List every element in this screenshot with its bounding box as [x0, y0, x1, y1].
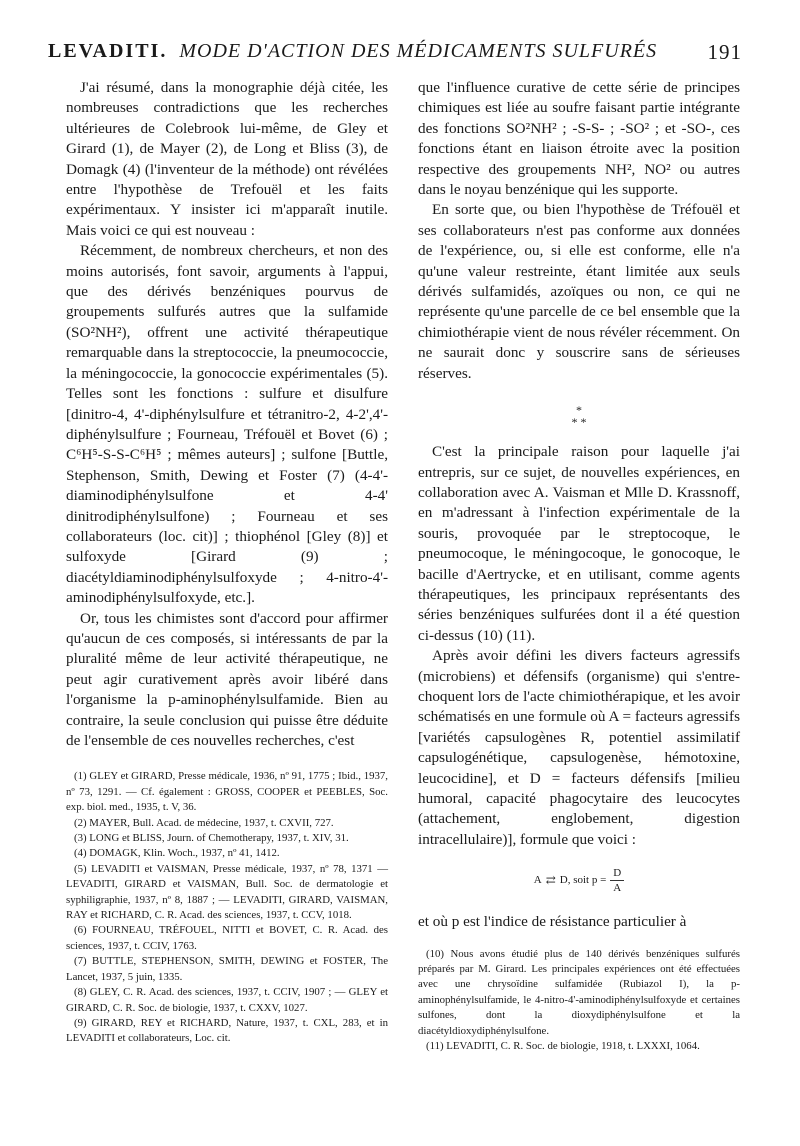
footnote: (2) MAYER, Bull. Acad. de médecine, 1937, t. CXVII, 727.	[74, 816, 334, 829]
footnotes	[418, 947, 740, 1055]
paragraph: que l'influence curative de cette série de principes chimiques est liée au soufre faisant partie intégrante des fonctions SO²NH² ; -S-S- ; -SO² ; et -SO-, ces fonctions étant en liaison étroite avec la position respective des groupements NH², NO² ou autres dans le noyau benzénique qui les supporte.	[418, 79, 740, 199]
paragraph: C'est la principale raison pour laquelle j'ai entrepris, sur ce sujet, de nouvelles expériences, en collaboration avec A. Vaisman et Mlle D. Krassnoff, en m'adressant à l'infection expérimentale de la souris, provoquée par le streptocoque, le pneumocoque, le méningocoque, le gonocoque, le bacille d'Aertrycke, et en utilisant, comme agents thérapeutiques, les principaux représentants des séries benzéniques sulfurées dont il a été question ci-dessus (10) (11).	[418, 443, 740, 644]
footnote: (10) Nous avons étudié plus de 140 dérivés benzéniques sulfurés préparés par M. Girard. Les principales expériences ont été effectuées avec une chrysoïdine sulfamidée (Rubiazol I), la p-aminophénylsulfamide, le 4-nitro-4'-aminodiphénylsulfoxyde et certaines sulfones, dont la dioxydiphénylsulfone et la diacétyldioxydiphénylsulfone.	[418, 947, 740, 1037]
header-author: LEVADITI.	[48, 40, 168, 62]
asterism-bottom: * *	[571, 415, 587, 430]
paragraph: Après avoir défini les divers facteurs agressifs (microbiens) et défensifs (organisme) qui s'entre-choquent lors de l'acte chimiothérapique, et les avoir schématisés en une formule où A = facteurs agressifs [variétés capsulogènes R, potentiel assimilatif capsulogénétique, capsulogenèse, hémotoxine, leucocidine], et D = facteurs défensifs [milieu humoral, capacité phagocytaire des leucocytes (attachement, englobement, digestion intracellulaire)], formule que voici :	[418, 647, 740, 848]
resistance-formula	[418, 862, 740, 898]
paragraph: Récemment, de nombreux chercheurs, et non des moins autorisés, font savoir, arguments à l'appui, que des dérivés benzéniques pourvus de groupements sulfurés autres que la sulfamide (SO²NH²), offrent une activité thérapeutique remarquable dans la streptococcie, la pneumococcie, la méningococcie, la gonococcie expérimentales (5). Telles sont les fonctions : sulfure et disulfure [dinitro-4, 4'-diphénylsulfure et tétranitro-2, 4-2',4'-diphénylsulfure ; Fourneau, Tréfouël et Bovet (6) ; C⁶H⁵-S-S-C⁶H⁵ ; mêmes auteurs] ; sulfone [Buttle, Stephenson, Smith, Dewing et Foster (7) (4-4'-diaminodiphénylsulfone et 4-4' dinitrodiphénylsulfone) ; Fourneau et ses collaborateurs (loc. cit)] ; thiophénol [Gley (8)] et sulfoxyde [Girard (9) ; diacétyldiaminodiphénylsulfoxyde ; 4-nitro-4'-aminodiphénylsulfoxyde, etc.].	[66, 242, 388, 607]
header-title: MODE D'ACTION DES MÉDICAMENTS SULFURÉS	[179, 40, 658, 62]
asterism-top: *	[576, 403, 582, 418]
footnote: (5) LEVADITI et VAISMAN, Presse médicale, 1937, nº 78, 1371 — LEVADITI, GIRARD et VAISMAN, Bull. Soc. de dermatologie et syphiligraphie, 1937, nº 8, 1887 ; — LEVADITI, GIRARD, VAISMAN, RAY et RICHARD, C. R. Acad. des sciences, 1937, t. CCV, 1018.	[66, 862, 388, 922]
footnote: (11) LEVADITI, C. R. Soc. de biologie, 1918, t. LXXXI, 1064.	[426, 1040, 700, 1053]
page-number: 191	[707, 40, 742, 64]
footnote: (9) GIRARD, REY et RICHARD, Nature, 1937, t. CXL, 283, et in LEVADITI et collaborateurs, Loc. cit.	[66, 1016, 388, 1045]
paragraph: En sorte que, ou bien l'hypothèse de Tréfouël et ses collaborateurs n'est pas conforme aux données de l'expérience, ou, si elle est conforme, elle n'a qu'une valeur restreinte, étant limitée aux seuls dérivés sulfamidés, azoïques ou non, ce qui ne représente qu'une parcelle de ce bel ensemble que la chimiothérapie vient de nous révéler récemment. On ne saurait donc y souscrire sans de sérieuses réserves.	[418, 201, 740, 382]
footnote: (4) DOMAGK, Klin. Woch., 1937, nº 41, 1412.	[74, 847, 280, 860]
paragraph: et où p est l'indice de résistance particulier à	[418, 913, 687, 931]
formula-right: D, soit p =	[559, 874, 607, 887]
formula-fraction	[610, 866, 624, 895]
formula-left: A	[533, 874, 542, 887]
formula-numerator: D	[610, 866, 624, 881]
formula-denominator: A	[613, 881, 622, 894]
footnote: (3) LONG et BLISS, Journ. of Chemotherapy, 1937, t. XIV, 31.	[74, 832, 349, 845]
paragraph: Or, tous les chimistes sont d'accord pour affirmer qu'aucun de ces composés, si intéressants de par la pluralité même de leur activité thérapeutique, ne peut agir curativement après avoir libéré dans l'organisme la p-aminophénylsulfamide. Bien au contraire, la seule conclusion qui puisse être déduite de l'ensemble de ces nouvelles recherches, c'est	[66, 609, 388, 749]
footnote: (7) BUTTLE, STEPHENSON, SMITH, DEWING et FOSTER, The Lancet, 1937, 5 juin, 1335.	[66, 955, 388, 983]
left-column	[66, 78, 388, 1047]
footnote: (1) GLEY et GIRARD, Presse médicale, 1936, nº 91, 1775 ; Ibid., 1937, nº 73, 1291. — Cf. également : GROSS, COOPER et PEEBLES, Soc. exp. biol. med., 1935, t. V, 36.	[66, 770, 388, 814]
formula-arrows: ⇄	[545, 873, 556, 888]
paragraph: J'ai résumé, dans la monographie déjà citée, les nombreuses contradictions que les recherches ultérieures de Colebrook lui-même, de Gley et Girard (1), de Mayer (2), de Long et Bliss (3), de Domagk (4) (l'inventeur de la méthode) ont révélées entre l'hypothèse de Trefouël et les faits expérimentaux. Y insister ici m'apparaît inutile. Mais voici ce qui est nouveau :	[66, 79, 388, 239]
footnote: (8) GLEY, C. R. Acad. des sciences, 1937, t. CCIV, 1907 ; — GLEY et GIRARD, C. R. Soc. de biologie, 1937, t. CXXV, 1027.	[66, 986, 388, 1014]
footnote: (6) FOURNEAU, TRÉFOUEL, NITTI et BOVET, C. R. Acad. des sciences, 1937, t. CCIV, 1763.	[66, 924, 388, 952]
right-column	[418, 78, 740, 1054]
footnotes	[66, 769, 388, 1046]
running-header	[48, 40, 742, 72]
section-asterism	[418, 404, 740, 428]
